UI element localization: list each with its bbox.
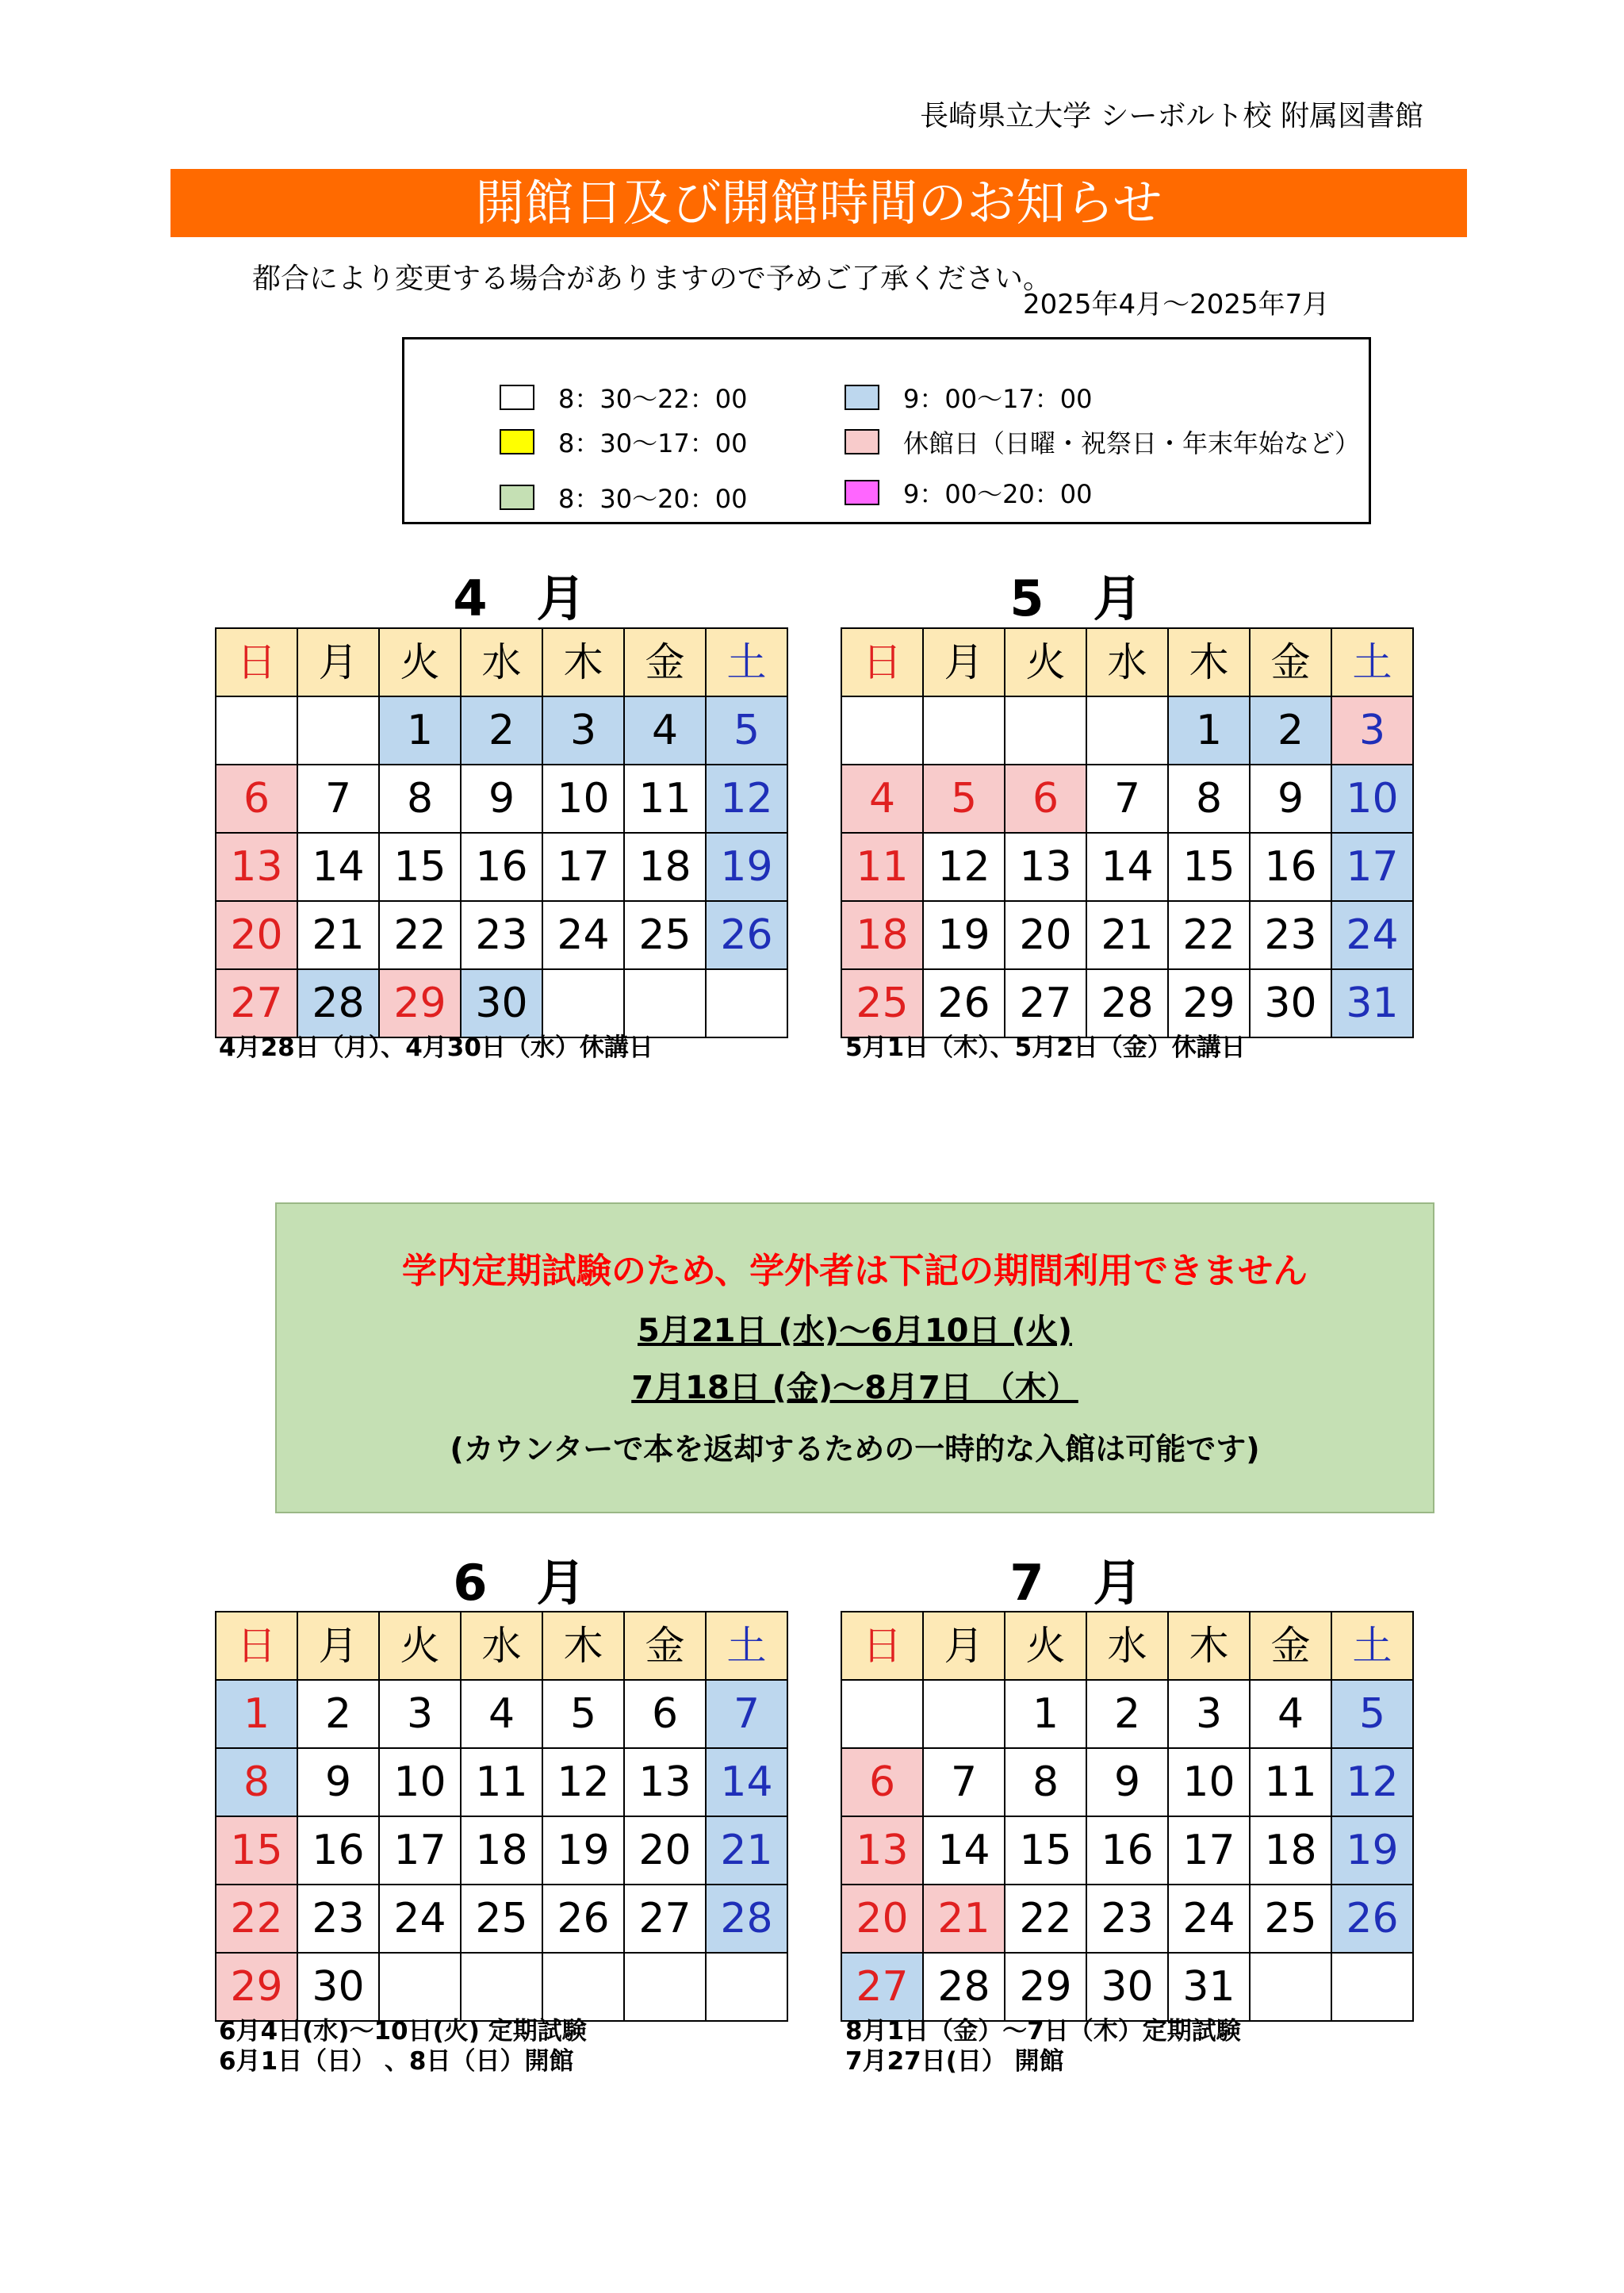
day-cell: 19 — [706, 833, 787, 901]
day-cell: 20 — [216, 901, 297, 969]
day-cell: 9 — [1086, 1748, 1168, 1816]
empty-cell — [841, 1680, 923, 1748]
weekday-header-row — [841, 1612, 1413, 1680]
day-cell: 14 — [1086, 833, 1168, 901]
day-cell: 15 — [1005, 1816, 1086, 1885]
day-cell: 26 — [706, 901, 787, 969]
day-cell: 28 — [923, 1953, 1005, 2021]
july-notes — [845, 2016, 1241, 2076]
weekday-header: 金 — [624, 1612, 706, 1680]
weekday-header: 日 — [216, 1612, 297, 1680]
week-row — [216, 1748, 787, 1816]
day-cell: 4 — [624, 696, 706, 765]
day-cell: 28 — [706, 1885, 787, 1953]
legend-item — [845, 379, 1093, 416]
day-cell: 15 — [216, 1816, 297, 1885]
empty-cell — [923, 696, 1005, 765]
weekday-header: 月 — [923, 1612, 1005, 1680]
week-row — [841, 969, 1413, 1037]
weekday-header: 月 — [297, 1612, 379, 1680]
empty-cell — [1005, 696, 1086, 765]
week-row — [216, 1816, 787, 1885]
day-cell: 25 — [461, 1885, 542, 1953]
day-cell: 13 — [1005, 833, 1086, 901]
day-cell: 27 — [841, 1953, 923, 2021]
legend-label: 8：30～17：00 — [558, 428, 748, 458]
library-name: 長崎県立大学 シーボルト校 附属図書館 — [920, 100, 1423, 132]
day-cell: 9 — [461, 765, 542, 833]
empty-cell — [542, 1953, 624, 2021]
day-cell: 21 — [1086, 901, 1168, 969]
exam-notice-box — [275, 1202, 1434, 1513]
day-cell: 29 — [216, 1953, 297, 2021]
day-cell: 26 — [923, 969, 1005, 1037]
exam-dates-1: 5月21日 (水)～6月10日 (火) — [638, 1313, 1072, 1349]
weekday-header: 土 — [1331, 628, 1413, 696]
day-cell: 24 — [1331, 901, 1413, 969]
day-cell: 12 — [542, 1748, 624, 1816]
day-cell: 29 — [1168, 969, 1250, 1037]
day-cell: 27 — [216, 969, 297, 1037]
day-cell: 6 — [216, 765, 297, 833]
legend-label: 8：30～20：00 — [558, 484, 748, 514]
calendar-july — [841, 1611, 1414, 2022]
weekday-header: 日 — [841, 628, 923, 696]
empty-cell — [461, 1953, 542, 2021]
weekday-header: 金 — [624, 628, 706, 696]
day-cell: 8 — [1168, 765, 1250, 833]
day-cell: 26 — [1331, 1885, 1413, 1953]
week-row — [841, 1885, 1413, 1953]
empty-cell — [706, 1953, 787, 2021]
day-cell: 2 — [461, 696, 542, 765]
day-cell: 18 — [624, 833, 706, 901]
empty-cell — [379, 1953, 461, 2021]
day-cell: 24 — [542, 901, 624, 969]
legend-item — [500, 479, 748, 516]
day-cell: 5 — [1331, 1680, 1413, 1748]
day-cell: 31 — [1331, 969, 1413, 1037]
day-cell: 3 — [1331, 696, 1413, 765]
weekday-header: 土 — [1331, 1612, 1413, 1680]
empty-cell — [542, 969, 624, 1037]
day-cell: 23 — [1250, 901, 1331, 969]
weekday-header: 金 — [1250, 628, 1331, 696]
day-cell: 13 — [216, 833, 297, 901]
day-cell: 22 — [379, 901, 461, 969]
day-cell: 4 — [461, 1680, 542, 1748]
day-cell: 23 — [297, 1885, 379, 1953]
day-cell: 8 — [1005, 1748, 1086, 1816]
empty-cell — [923, 1680, 1005, 1748]
note-line: 6月4日(水)～10日(火) 定期試験 — [219, 2017, 587, 2046]
legend-item — [500, 379, 748, 416]
week-row — [216, 901, 787, 969]
day-cell: 5 — [706, 696, 787, 765]
page-title: 開館日及び開館時間のお知らせ — [475, 174, 1162, 232]
day-cell: 20 — [1005, 901, 1086, 969]
note-line: 7月27日(日） 開館 — [845, 2047, 1064, 2076]
day-cell: 14 — [706, 1748, 787, 1816]
day-cell: 29 — [379, 969, 461, 1037]
day-cell: 22 — [1168, 901, 1250, 969]
legend-swatch — [500, 429, 534, 454]
day-cell: 30 — [1250, 969, 1331, 1037]
day-cell: 5 — [923, 765, 1005, 833]
day-cell: 16 — [1250, 833, 1331, 901]
weekday-header: 月 — [923, 628, 1005, 696]
month-title-may: 5 月 — [1009, 569, 1143, 627]
month-title-april: 4 月 — [453, 569, 586, 627]
weekday-header: 水 — [1086, 628, 1168, 696]
may-note — [845, 1033, 1246, 1063]
day-cell: 15 — [379, 833, 461, 901]
legend-swatch — [500, 485, 534, 510]
day-cell: 21 — [297, 901, 379, 969]
day-cell: 6 — [624, 1680, 706, 1748]
week-row — [841, 1748, 1413, 1816]
empty-cell — [841, 696, 923, 765]
june-notes — [219, 2016, 587, 2076]
day-cell: 25 — [1250, 1885, 1331, 1953]
day-cell: 27 — [624, 1885, 706, 1953]
day-cell: 4 — [1250, 1680, 1331, 1748]
week-row — [216, 696, 787, 765]
day-cell: 6 — [841, 1748, 923, 1816]
day-cell: 21 — [923, 1885, 1005, 1953]
day-cell: 4 — [841, 765, 923, 833]
day-cell: 16 — [461, 833, 542, 901]
weekday-header: 木 — [542, 628, 624, 696]
day-cell: 10 — [1168, 1748, 1250, 1816]
day-cell: 18 — [841, 901, 923, 969]
weekday-header-row — [216, 1612, 787, 1680]
april-note — [219, 1033, 653, 1063]
day-cell: 14 — [923, 1816, 1005, 1885]
day-cell: 24 — [379, 1885, 461, 1953]
day-cell: 27 — [1005, 969, 1086, 1037]
notice-text: 都合により変更する場合がありますので予めご了承ください。 — [252, 263, 1052, 295]
legend-label: 9：00～17：00 — [903, 384, 1093, 414]
day-cell: 3 — [542, 696, 624, 765]
week-row — [216, 1680, 787, 1748]
day-cell: 8 — [379, 765, 461, 833]
legend-swatch — [500, 385, 534, 410]
day-cell: 12 — [1331, 1748, 1413, 1816]
day-cell: 20 — [624, 1816, 706, 1885]
legend-swatch — [845, 385, 879, 410]
day-cell: 17 — [542, 833, 624, 901]
legend-item — [500, 424, 748, 460]
day-cell: 10 — [379, 1748, 461, 1816]
week-row — [216, 1953, 787, 2021]
weekday-header: 土 — [706, 1612, 787, 1680]
week-row — [216, 833, 787, 901]
day-cell: 1 — [216, 1680, 297, 1748]
day-cell: 9 — [297, 1748, 379, 1816]
title-banner — [170, 169, 1467, 237]
weekday-header-row — [841, 628, 1413, 696]
week-row — [841, 1680, 1413, 1748]
day-cell: 23 — [461, 901, 542, 969]
note-line: 8月1日（金）～7日（木）定期試験 — [845, 2017, 1241, 2046]
empty-cell — [297, 696, 379, 765]
week-row — [216, 969, 787, 1037]
weekday-header: 水 — [461, 628, 542, 696]
calendar-june — [215, 1611, 788, 2022]
week-row — [841, 1816, 1413, 1885]
week-row — [216, 765, 787, 833]
exam-notice-note: (カウンターで本を返却するための一時的な入館は可能です) — [450, 1432, 1260, 1467]
day-cell: 17 — [1331, 833, 1413, 901]
day-cell: 15 — [1168, 833, 1250, 901]
day-cell: 14 — [297, 833, 379, 901]
day-cell: 22 — [1005, 1885, 1086, 1953]
empty-cell — [216, 696, 297, 765]
day-cell: 3 — [1168, 1680, 1250, 1748]
weekday-header: 木 — [1168, 1612, 1250, 1680]
weekday-header: 土 — [706, 628, 787, 696]
day-cell: 10 — [542, 765, 624, 833]
day-cell: 12 — [923, 833, 1005, 901]
day-cell: 28 — [1086, 969, 1168, 1037]
note-line: 4月28日（月）、4月30日（水）休講日 — [219, 1033, 653, 1062]
day-cell: 1 — [379, 696, 461, 765]
day-cell: 9 — [1250, 765, 1331, 833]
day-cell: 3 — [379, 1680, 461, 1748]
day-cell: 16 — [1086, 1816, 1168, 1885]
day-cell: 6 — [1005, 765, 1086, 833]
empty-cell — [1086, 696, 1168, 765]
day-cell: 13 — [841, 1816, 923, 1885]
weekday-header: 木 — [542, 1612, 624, 1680]
legend-label: 休館日（日曜・祝祭日・年末年始など） — [903, 428, 1361, 458]
note-line: 6月1日（日） 、8日（日）開館 — [219, 2047, 574, 2076]
day-cell: 7 — [923, 1748, 1005, 1816]
weekday-header-row — [216, 628, 787, 696]
calendar-april — [215, 627, 788, 1038]
day-cell: 11 — [624, 765, 706, 833]
month-title-july: 7 月 — [1009, 1554, 1143, 1612]
empty-cell — [1250, 1953, 1331, 2021]
weekday-header: 火 — [1005, 628, 1086, 696]
weekday-header: 水 — [1086, 1612, 1168, 1680]
week-row — [841, 765, 1413, 833]
legend-item — [845, 424, 1360, 460]
month-title-june: 6 月 — [453, 1554, 586, 1612]
day-cell: 19 — [542, 1816, 624, 1885]
day-cell: 7 — [297, 765, 379, 833]
day-cell: 24 — [1168, 1885, 1250, 1953]
empty-cell — [624, 969, 706, 1037]
week-row — [841, 696, 1413, 765]
day-cell: 11 — [1250, 1748, 1331, 1816]
day-cell: 2 — [297, 1680, 379, 1748]
day-cell: 26 — [542, 1885, 624, 1953]
day-cell: 5 — [542, 1680, 624, 1748]
day-cell: 29 — [1005, 1953, 1086, 2021]
empty-cell — [624, 1953, 706, 2021]
legend-swatch — [845, 480, 879, 505]
legend-item — [845, 474, 1093, 511]
day-cell: 7 — [1086, 765, 1168, 833]
day-cell: 1 — [1168, 696, 1250, 765]
day-cell: 30 — [297, 1953, 379, 2021]
weekday-header: 日 — [216, 628, 297, 696]
week-row — [216, 1885, 787, 1953]
note-line: 5月1日（木）、5月2日（金）休講日 — [845, 1033, 1246, 1062]
weekday-header: 火 — [379, 628, 461, 696]
day-cell: 28 — [297, 969, 379, 1037]
weekday-header: 火 — [1005, 1612, 1086, 1680]
day-cell: 16 — [297, 1816, 379, 1885]
empty-cell — [706, 969, 787, 1037]
day-cell: 11 — [461, 1748, 542, 1816]
day-cell: 23 — [1086, 1885, 1168, 1953]
empty-cell — [1331, 1953, 1413, 2021]
day-cell: 10 — [1331, 765, 1413, 833]
day-cell: 2 — [1086, 1680, 1168, 1748]
day-cell: 17 — [1168, 1816, 1250, 1885]
weekday-header: 木 — [1168, 628, 1250, 696]
day-cell: 2 — [1250, 696, 1331, 765]
day-cell: 8 — [216, 1748, 297, 1816]
day-cell: 30 — [461, 969, 542, 1037]
day-cell: 30 — [1086, 1953, 1168, 2021]
day-cell: 18 — [1250, 1816, 1331, 1885]
week-row — [841, 833, 1413, 901]
weekday-header: 金 — [1250, 1612, 1331, 1680]
weekday-header: 月 — [297, 628, 379, 696]
weekday-header: 日 — [841, 1612, 923, 1680]
week-row — [841, 901, 1413, 969]
weekday-header: 火 — [379, 1612, 461, 1680]
day-cell: 19 — [923, 901, 1005, 969]
legend-swatch — [845, 429, 879, 454]
exam-notice-title: 学内定期試験のため、学外者は下記の期間利用できません — [401, 1251, 1308, 1291]
day-cell: 13 — [624, 1748, 706, 1816]
day-cell: 25 — [624, 901, 706, 969]
legend-label: 9：00～20：00 — [903, 479, 1093, 509]
day-cell: 12 — [706, 765, 787, 833]
exam-dates-2: 7月18日 (金)～8月7日 （木） — [631, 1370, 1078, 1406]
day-cell: 21 — [706, 1816, 787, 1885]
week-row — [841, 1953, 1413, 2021]
day-cell: 18 — [461, 1816, 542, 1885]
day-cell: 1 — [1005, 1680, 1086, 1748]
day-cell: 25 — [841, 969, 923, 1037]
day-cell: 11 — [841, 833, 923, 901]
day-cell: 20 — [841, 1885, 923, 1953]
calendar-may — [841, 627, 1414, 1038]
legend-label: 8：30～22：00 — [558, 384, 748, 414]
day-cell: 17 — [379, 1816, 461, 1885]
day-cell: 19 — [1331, 1816, 1413, 1885]
day-cell: 22 — [216, 1885, 297, 1953]
day-cell: 31 — [1168, 1953, 1250, 2021]
day-cell: 7 — [706, 1680, 787, 1748]
period-text: 2025年4月～2025年7月 — [1023, 289, 1330, 320]
legend — [402, 337, 1371, 524]
weekday-header: 水 — [461, 1612, 542, 1680]
